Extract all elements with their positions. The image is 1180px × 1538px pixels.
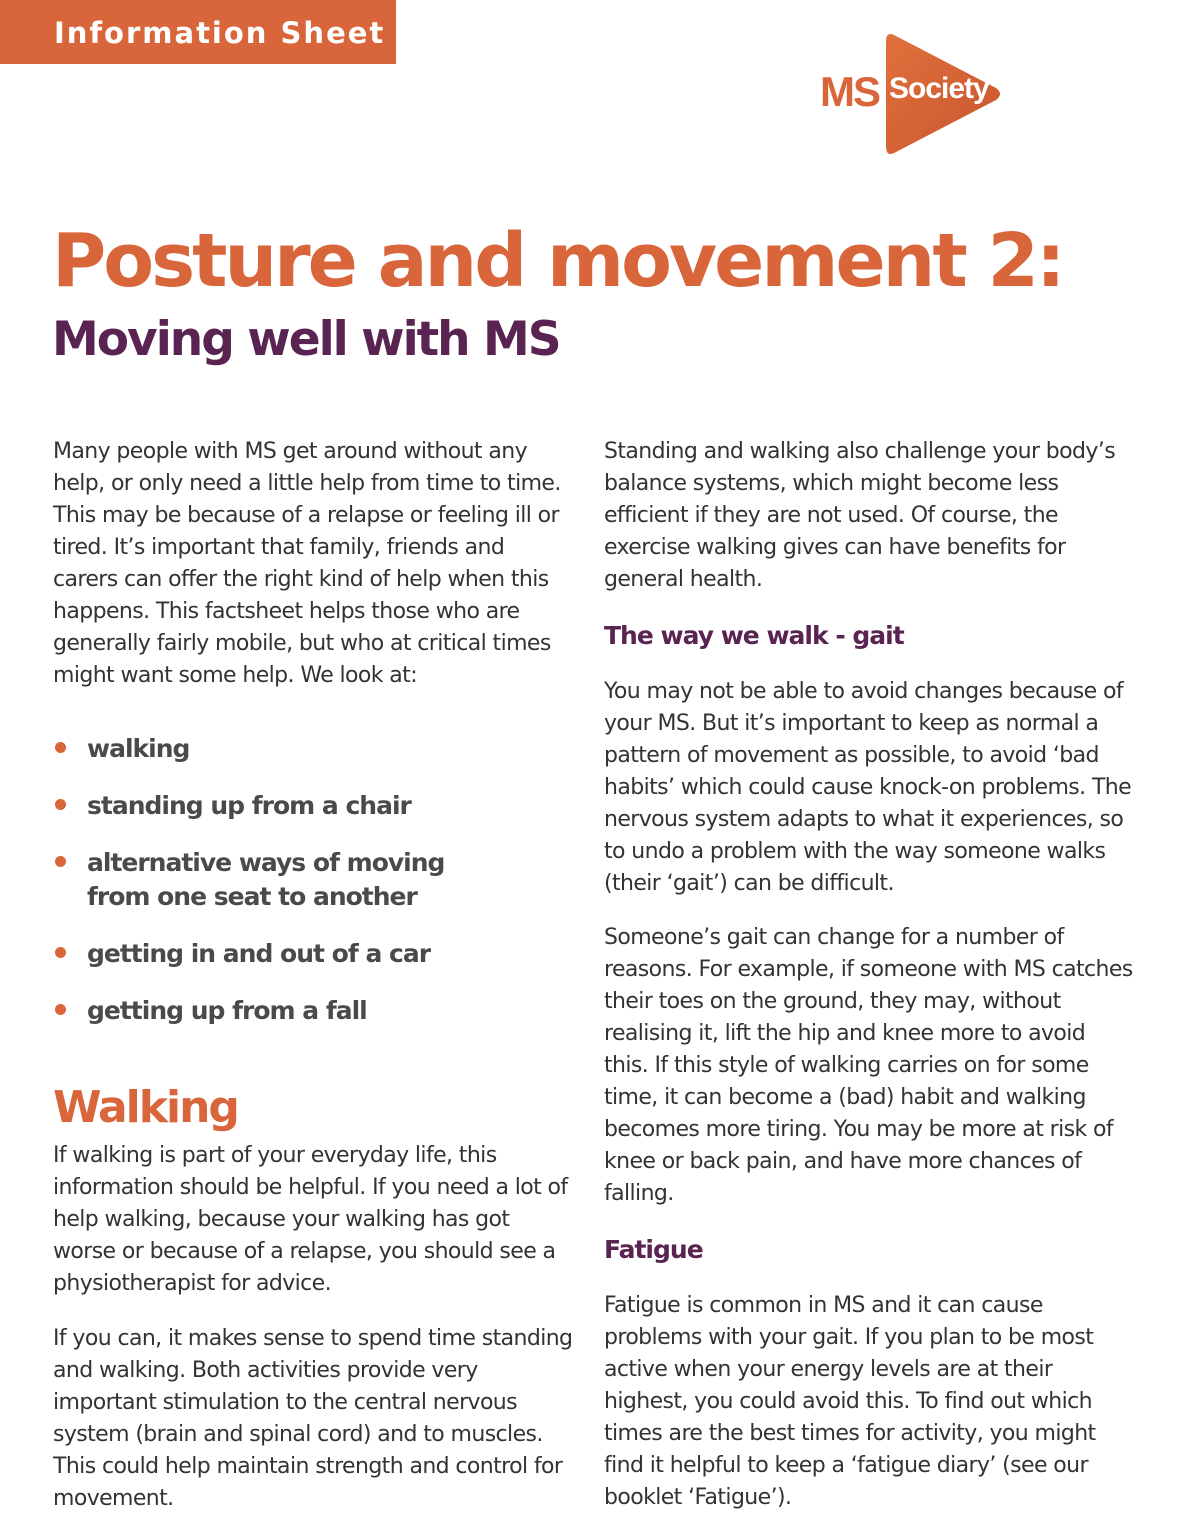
list-item (53, 846, 507, 914)
fatigue-paragraph: Fatigue is common in MS and it can cause problems with your gait. If you plan to be most active when your energy levels are at their highest, you could avoid this. To find out which times are the best times for activity, you might find it helpful to keep a ‘fatigue diary’ (see our booklet ‘Fatigue’). (604, 1293, 1096, 1510)
walking-heading: Walking (53, 1082, 238, 1133)
page-title: Posture and movement 2: (52, 218, 1063, 304)
list-item (53, 994, 507, 1028)
bullet-icon (55, 1004, 66, 1015)
gait-paragraph-2: Someone’s gait can change for a number of reasons. For example, if someone with MS catches their toes on the ground, they may, without realising it, lift the hip and knee more to avoid this. If this style of walking carries on for some time, it can become a (bad) habit and walking becomes more tiring. You may be more at risk of knee or back pain, and have more chances of falling. (604, 925, 1133, 1206)
intro-paragraph: Many people with MS get around without any help, or only need a little help from time to time. This may be because of a relapse or feeling ill or tired. It’s important that family, friends and carers can offer the right kind of help when this happens. This factsheet helps those who are generally fairly mobile, but who at critical times might want some help. We look at: (53, 439, 561, 688)
page-subtitle: Moving well with MS (52, 312, 560, 367)
gait-heading: The way we walk - gait (604, 621, 904, 650)
fatigue-heading: Fatigue (604, 1235, 703, 1264)
walking-paragraph-2: If you can, it makes sense to spend time standing and walking. Both activities provide very important stimulation to the central nervous system (brain and spinal cord) and to muscles. This could help maintain strength and control for movement. (53, 1326, 573, 1511)
right-column (604, 436, 1134, 1514)
ms-society-logo (818, 28, 1008, 160)
list-item-label: getting in and out of a car (87, 939, 431, 968)
left-column (53, 436, 573, 1515)
banner-label: Information Sheet (54, 16, 386, 50)
list-item-label: walking (87, 734, 190, 763)
list-item (53, 789, 507, 823)
logo-society-text: Society (889, 72, 989, 105)
bullet-icon (55, 947, 66, 958)
bullet-icon (55, 742, 66, 753)
logo-ms-text: MS (820, 68, 879, 115)
bullet-icon (55, 856, 66, 867)
gait-paragraph-1: You may not be able to avoid changes because of your MS. But it’s important to keep as normal a pattern of movement as possible, to avoid ‘bad habits’ which could cause knock-on problems. The nervous system adapts to what it experiences, so to undo a problem with the way someone walks (their ‘gait’) can be difficult. (604, 679, 1132, 896)
topics-list (53, 732, 573, 1028)
list-item (53, 732, 507, 766)
walking-paragraph-1: If walking is part of your everyday life, this information should be helpful. If you need a lot of help walking, because your walking has got worse or because of a relapse, you should see a physiotherapist for advice. (53, 1143, 568, 1296)
list-item-label: standing up from a chair (87, 791, 411, 820)
list-item (53, 937, 507, 971)
list-item-label: alternative ways of moving from one seat to another (87, 848, 445, 911)
bullet-icon (55, 799, 66, 810)
balance-paragraph: Standing and walking also challenge your body’s balance systems, which might become less efficient if they are not used. Of course, the exercise walking gives can have benefits for general health. (604, 439, 1116, 592)
list-item-label: getting up from a fall (87, 996, 367, 1025)
information-sheet-banner (0, 0, 396, 64)
